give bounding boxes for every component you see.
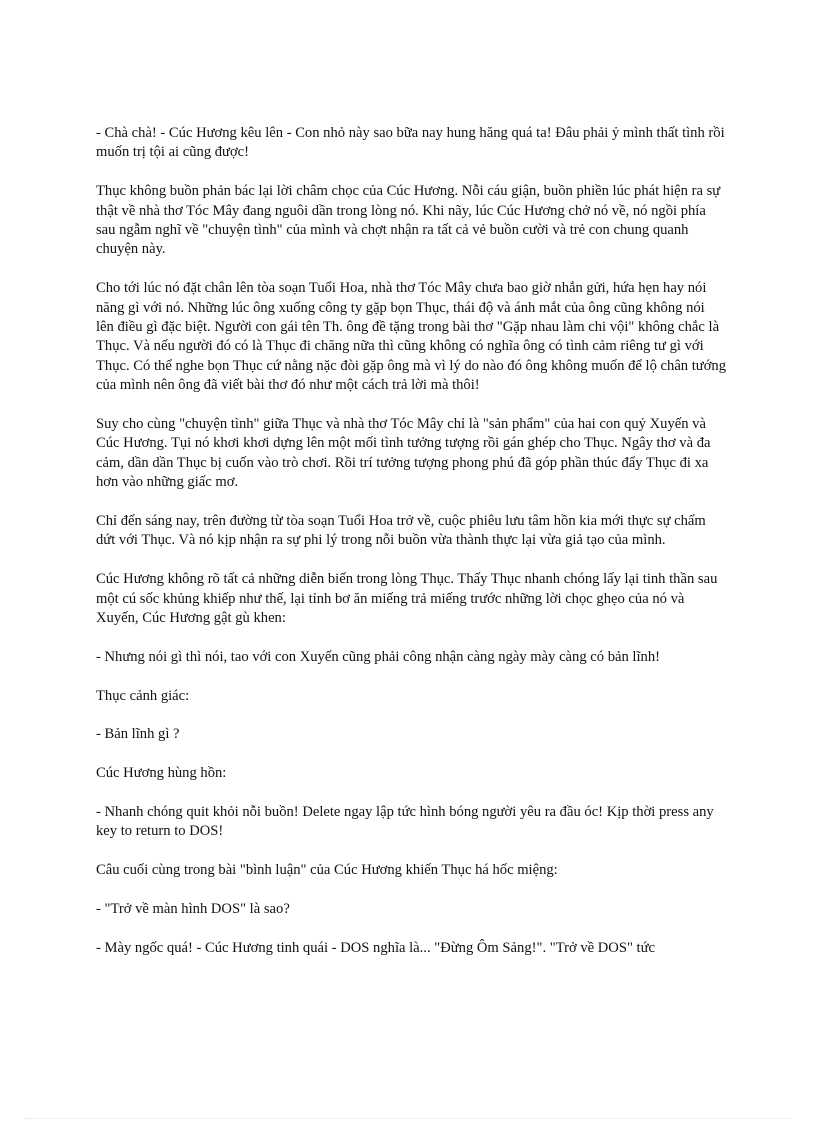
paragraph: Chỉ đến sáng nay, trên đường từ tòa soạn Tuổi Hoa trở về, cuộc phiêu lưu tâm hồn kia mới thực sự chấm dứt với Thục. Và nó kịp nhận ra sự phi lý trong nỗi buồn vừa thành thực lại vừa giả tạo của mình. (96, 513, 706, 549)
paragraph: Thục cảnh giác: (96, 687, 190, 704)
paragraph: - Mày ngốc quá! - Cúc Hương tinh quái - DOS nghĩa là... "Đừng Ôm Sảng!". "Trở về DOS" tức (96, 939, 655, 956)
paragraph: Cúc Hương không rõ tất cả những diễn biến trong lòng Thục. Thấy Thục nhanh chóng lấy lại tinh thần sau một cú sốc khủng khiếp như thế, lại tỉnh bơ ăn miếng trả miếng trước những lời chọc ghẹo của nó và Xuyến, Cúc Hương gật gù khen: (96, 571, 718, 627)
paragraph: - Nhưng nói gì thì nói, tao với con Xuyến cũng phải công nhận càng ngày mày càng có bản lĩnh! (96, 648, 660, 665)
paragraph: Câu cuối cùng trong bài "bình luận" của Cúc Hương khiến Thục há hốc miệng: (96, 862, 558, 879)
paragraph: Suy cho cùng "chuyện tình" giữa Thục và nhà thơ Tóc Mây chỉ là "sản phẩm" của hai con quỷ Xuyến và Cúc Hương. Tụi nó khơi khơi dựng lên một mối tình tưởng tượng rồi gán ghép cho Thục. Ngây thơ và đa cảm, dần dần Thục bị cuốn vào trò chơi. Rồi trí tưởng tượng phong phú đã góp phần thúc đẩy Thục đi xa hơn vào những giấc mơ. (96, 416, 711, 491)
paragraph: - "Trở về màn hình DOS" là sao? (96, 901, 290, 918)
page-break-divider (24, 1118, 792, 1119)
story-text (96, 124, 726, 978)
paragraph: Thục không buồn phản bác lại lời châm chọc của Cúc Hương. Nỗi cáu giận, buồn phiền lúc phát hiện ra sự thật về nhà thơ Tóc Mây đang nguôi dần trong lòng nó. Khi nãy, lúc Cúc Hương chở nó về, nó ngồi phía sau ngẫm nghĩ về "chuyện tình" của mình và chợt nhận ra tất cả vẻ buồn cười và trẻ con chung quanh chuyện này. (96, 183, 721, 258)
paragraph: - Bản lĩnh gì ? (96, 726, 180, 743)
paragraph: - Chà chà! - Cúc Hương kêu lên - Con nhỏ này sao bữa nay hung hăng quá ta! Đâu phải ỷ mình thất tình rồi muốn trị tội ai cũng được! (96, 125, 725, 161)
paragraph: Cúc Hương hùng hồn: (96, 765, 227, 782)
paragraph: Cho tới lúc nó đặt chân lên tòa soạn Tuổi Hoa, nhà thơ Tóc Mây chưa bao giờ nhắn gửi, hứa hẹn hay nói năng gì với nó. Những lúc ông xuống công ty gặp bọn Thục, thái độ và ánh mắt của ông cũng không nói lên điều gì đặc biệt. Người con gái tên Th. ông đề tặng trong bài thơ "Gặp nhau làm chi vội" không chắc là Thục. Và nếu người đó có là Thục đi chăng nữa thì cũng không có nghĩa ông có tình cảm riêng tư gì với Thục. Có thể nghe bọn Thục cứ nằng nặc đòi gặp ông mà vì lý do nào đó ông không muốn để lộ chân tướng của mình nên ông đã viết bài thơ đó như một cách trả lời mà thôi! (96, 280, 727, 394)
paragraph: - Nhanh chóng quit khỏi nỗi buồn! Delete ngay lập tức hình bóng người yêu ra đầu óc! Kịp thời press any key to return to DOS! (96, 804, 714, 840)
